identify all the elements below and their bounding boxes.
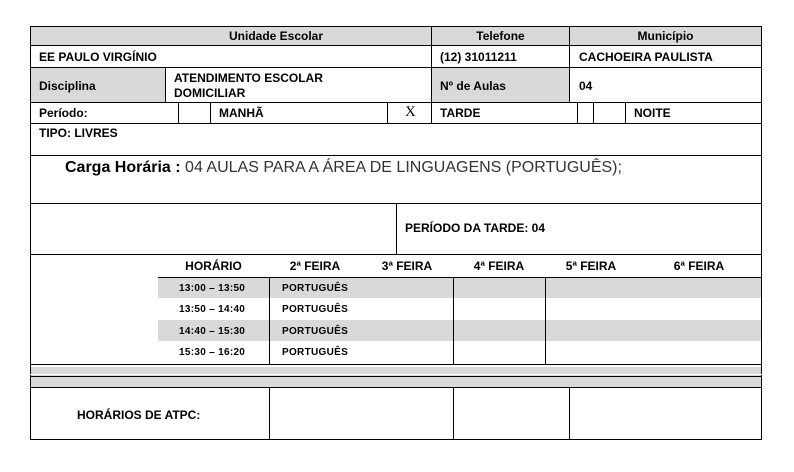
carga-horaria [65, 159, 622, 177]
header-municipio-label: Município [637, 29, 694, 43]
schedule-subject: PORTUGUÊS [282, 347, 349, 358]
aulas-value: 04 [579, 79, 593, 93]
schedule-time: 14:40 – 15:30 [179, 326, 246, 337]
schedule-time: 13:00 – 13:50 [179, 283, 246, 294]
schedule-header-qua: 4ª FEIRA [473, 259, 525, 273]
header-telefone-label: Telefone [476, 29, 525, 43]
schedule-row-bg-1 [158, 278, 761, 298]
carga-value: 04 AULAS PARA A ÁREA DE LINGUAGENS (PORTUGUÊS); [185, 159, 622, 176]
disciplina-value-line1: ATENDIMENTO ESCOLAR [174, 71, 323, 85]
schedule-subject: PORTUGUÊS [282, 283, 349, 294]
aulas-label: Nº de Aulas [440, 79, 506, 93]
disciplina-value-line2: DOMICILIAR [174, 86, 246, 100]
disciplina-label: Disciplina [39, 79, 96, 93]
school-name: EE PAULO VIRGÍNIO [39, 50, 157, 64]
tipo-text: TIPO: LIVRES [39, 126, 118, 140]
schedule-header-seg: 2ª FEIRA [289, 259, 341, 273]
schedule-header-qui: 5ª FEIRA [565, 259, 617, 273]
periodo-tarde: TARDE [440, 106, 481, 120]
schedule-header-sex: 6ª FEIRA [673, 259, 725, 273]
schedule-row-bg-3 [158, 320, 761, 341]
schedule-time: 15:30 – 16:20 [179, 347, 246, 358]
carga-label: Carga Horária : [65, 159, 181, 176]
atpc-label: HORÁRIOS DE ATPC: [77, 408, 201, 422]
school-phone: (12) 31011211 [440, 50, 517, 64]
schedule-time: 13:50 – 14:40 [179, 304, 246, 315]
periodo-noite: NOITE [634, 106, 671, 120]
periodo-da-tarde: PERÍODO DA TARDE: 04 [405, 221, 546, 235]
periodo-manha: MANHÃ [219, 106, 264, 120]
school-city: CACHOEIRA PAULISTA [579, 50, 713, 64]
periodo-tarde-mark: X [405, 104, 416, 120]
periodo-label: Período: [39, 106, 88, 120]
schedule-header-horario: HORÁRIO [185, 259, 242, 273]
schedule-header-ter: 3ª FEIRA [381, 259, 433, 273]
header-escola-label: Unidade Escolar [228, 29, 324, 43]
separator-band [30, 367, 761, 387]
schedule-subject: PORTUGUÊS [282, 304, 349, 315]
schedule-subject: PORTUGUÊS [282, 326, 349, 337]
